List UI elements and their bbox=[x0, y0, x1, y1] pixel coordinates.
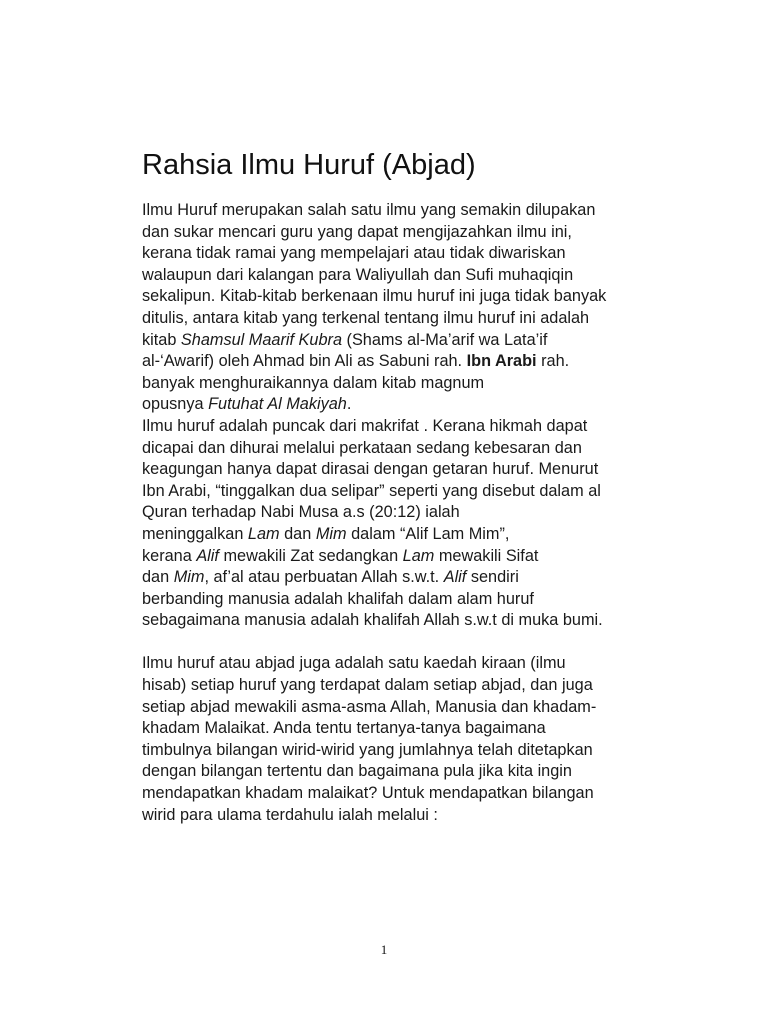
text-run: walaupun dari kalangan para Waliyullah dan Sufi muhaqiqin bbox=[142, 265, 574, 284]
text-run: sendiri bbox=[466, 568, 519, 587]
page-number: 1 bbox=[380, 942, 388, 957]
text-line bbox=[142, 330, 702, 352]
text-line bbox=[142, 783, 702, 805]
text-run: mewakili Sifat bbox=[434, 546, 539, 565]
italic-text: Lam bbox=[247, 524, 280, 543]
text-run: wirid para ulama terdahulu ialah melalui : bbox=[142, 805, 438, 824]
italic-text: Futuhat Al Makiyah bbox=[208, 395, 347, 414]
text-run: mewakili Zat sedangkan bbox=[218, 546, 403, 565]
text-run: hisab) setiap huruf yang terdapat dalam setiap abjad, dan juga bbox=[142, 676, 593, 695]
document-title: Rahsia Ilmu Huruf (Abjad) bbox=[142, 149, 476, 181]
text-run: kerana bbox=[142, 546, 197, 565]
italic-text: Lam bbox=[402, 546, 435, 565]
text-line bbox=[142, 373, 702, 395]
italic-text: Alif bbox=[443, 568, 467, 587]
text-line bbox=[142, 761, 702, 783]
text-run: opusnya bbox=[142, 395, 209, 414]
text-line bbox=[142, 589, 702, 611]
text-run: dan sukar mencari guru yang dapat mengijazahkan ilmu ini, bbox=[142, 222, 572, 241]
text-run: mendapatkan khadam malaikat? Untuk mendapatkan bilangan bbox=[142, 784, 594, 803]
text-line bbox=[142, 697, 702, 719]
text-run: setiap abjad mewakili asma-asma Allah, Manusia dan khadam- bbox=[142, 697, 597, 716]
text-run: berbanding manusia adalah khalifah dalam alam huruf bbox=[142, 589, 534, 608]
text-line bbox=[142, 222, 702, 244]
text-run: al-‘Awarif) oleh Ahmad bin Ali as Sabuni rah. bbox=[142, 352, 467, 371]
text-line bbox=[142, 502, 702, 524]
text-run: Quran terhadap Nabi Musa a.s (20:12) ialah bbox=[142, 503, 460, 522]
text-run: keagungan hanya dapat dirasai dengan getaran huruf. Menurut bbox=[142, 460, 599, 479]
text-run: dicapai dan dihurai melalui perkataan sedang kebesaran dan bbox=[142, 438, 582, 457]
text-run: rah. bbox=[536, 352, 570, 371]
text-run: (Shams al-Ma’arif wa Lata’if bbox=[342, 330, 548, 349]
text-run: dan bbox=[142, 568, 174, 587]
text-run: . bbox=[346, 395, 352, 414]
text-run: banyak menghuraikannya dalam kitab magnum bbox=[142, 373, 485, 392]
text-line bbox=[142, 567, 702, 589]
text-line bbox=[142, 394, 702, 416]
bold-text: Ibn Arabi bbox=[466, 352, 537, 371]
text-line bbox=[142, 718, 702, 740]
text-line bbox=[142, 653, 702, 675]
text-run: sekalipun. Kitab-kitab berkenaan ilmu huruf ini juga tidak banyak bbox=[142, 287, 607, 306]
text-line bbox=[142, 459, 702, 481]
text-line bbox=[142, 438, 702, 460]
text-run: dan bbox=[279, 524, 316, 543]
text-line bbox=[142, 200, 702, 222]
text-run: dalam “Alif Lam Mim”, bbox=[346, 524, 510, 543]
text-run: , af’al atau perbuatan Allah s.w.t. bbox=[204, 568, 444, 587]
text-line bbox=[142, 286, 702, 308]
text-line bbox=[142, 265, 702, 287]
text-run: sebagaimana manusia adalah khalifah Allah s.w.t di muka bumi. bbox=[142, 611, 603, 630]
text-run: kerana tidak ramai yang mempelajari atau tidak diwariskan bbox=[142, 244, 566, 263]
text-line bbox=[142, 416, 702, 438]
text-line bbox=[142, 805, 702, 827]
text-run: dengan bilangan tertentu dan bagaimana pula jika kita ingin bbox=[142, 762, 572, 781]
paragraph-gap bbox=[142, 632, 702, 654]
text-line bbox=[142, 740, 702, 762]
italic-text: Mim bbox=[173, 568, 205, 587]
text-run: Ilmu huruf adalah puncak dari makrifat . Kerana hikmah dapat bbox=[142, 416, 588, 435]
text-line bbox=[142, 308, 702, 330]
text-line bbox=[142, 524, 702, 546]
text-line bbox=[142, 481, 702, 503]
text-line bbox=[142, 675, 702, 697]
text-line bbox=[142, 610, 702, 632]
text-run: kitab bbox=[142, 330, 181, 349]
italic-text: Mim bbox=[315, 524, 347, 543]
text-line bbox=[142, 546, 702, 568]
text-line bbox=[142, 243, 702, 265]
text-run: Ilmu Huruf merupakan salah satu ilmu yang semakin dilupakan bbox=[142, 201, 596, 219]
text-run: ditulis, antara kitab yang terkenal tentang ilmu huruf ini adalah bbox=[142, 308, 590, 327]
text-line bbox=[142, 351, 702, 373]
document-body bbox=[142, 200, 702, 826]
text-run: timbulnya bilangan wirid-wirid yang jumlahnya telah ditetapkan bbox=[142, 740, 593, 759]
text-run: Ilmu huruf atau abjad juga adalah satu kaedah kiraan (ilmu bbox=[142, 654, 566, 673]
italic-text: Shamsul Maarif Kubra bbox=[180, 330, 342, 349]
text-run: khadam Malaikat. Anda tentu tertanya-tanya bagaimana bbox=[142, 719, 546, 738]
text-run: meninggalkan bbox=[142, 524, 248, 543]
text-run: Ibn Arabi, “tinggalkan dua selipar” seperti yang disebut dalam al bbox=[142, 481, 601, 500]
italic-text: Alif bbox=[196, 546, 219, 565]
